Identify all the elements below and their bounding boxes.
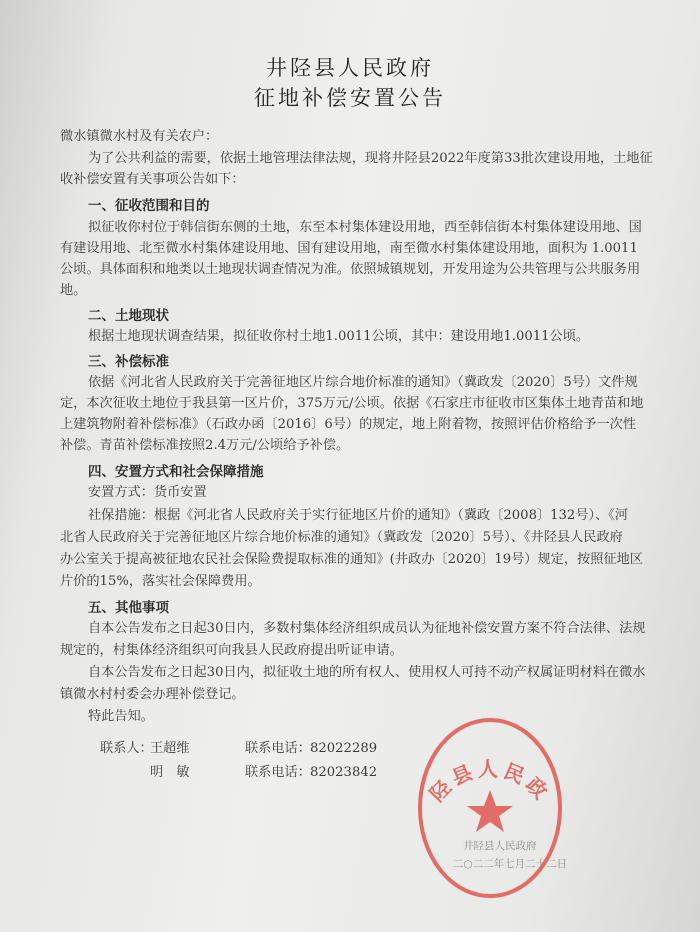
section-text-line: 补偿。青苗补偿标准按照2.4万元/公顷给予补偿。 (60, 438, 350, 453)
contact-phone: 82023842 (310, 765, 378, 780)
contact-name: 王超维 (150, 741, 190, 756)
section-text-line: 拟征收你村位于韩信街东侧的土地，东至本村集体建设用地，西至韩信街本村集体建设用地、国 (88, 220, 642, 235)
contact-phone-label: 联系电话： (245, 765, 311, 780)
section-heading-resettlement: 四、安置方式和社会保障措施 (88, 464, 264, 480)
section-text-line: 上建筑物附着补偿标准》（石政办函〔2016〕6号）的规定，地上附着物，按照评估价格给予一次性 (60, 417, 637, 432)
section-text-line: 安置方式：货币安置 (88, 485, 207, 500)
contact-phone: 82022289 (310, 741, 378, 756)
svg-text:井陉县人民政府 (415, 690, 555, 806)
contact-label: 联系人： (100, 741, 153, 756)
seal-issuer: 井陉县人民政府 (463, 840, 537, 852)
section-heading-scope: 一、征收范围和目的 (88, 198, 210, 214)
section-text-line: 地。 (60, 283, 87, 298)
section-text-line: 定，本次征收土地位于我县第一区片价，375万元/公顷。依据《石家庄市征收市区集体土地青苗和地 (60, 396, 644, 411)
section-text-line: 办公室关于提高被征地农民社会保险费提取标准的通知》(井政办〔2020〕19号）规定，按照征地区 (60, 552, 643, 567)
section-heading-other: 五、其他事项 (88, 600, 169, 616)
seal-arc-text: 陉县人民政 (424, 757, 556, 807)
seal-date: 二○二二年七月二十二日 (453, 858, 568, 870)
section-text-line: 依据《河北省人民政府关于完善征地区片综合地价标准的通知》（冀政发〔2020〕5号）文件规 (88, 375, 638, 390)
section-text-line: 自本公告发布之日起30日内，多数村集体经济组织成员认为征地补偿安置方案不符合法律、法规 (88, 621, 646, 636)
intro-line: 收补偿安置有关事项公告如下： (60, 172, 245, 187)
section-text-line: 北省人民政府关于完善征地区片综合地价标准的通知》（冀政发〔2020〕5号）、《井陉县人民政府 (60, 530, 623, 545)
section-text-line: 片价的15%，落实社会保障费用。 (60, 574, 261, 589)
section-heading-compensation: 三、补偿标准 (88, 354, 169, 370)
closing-remark: 特此告知。 (88, 709, 154, 724)
section-text-line: 根据土地现状调查结果，拟征收你村土地1.0011公顷，其中：建设用地1.0011公顷。 (88, 329, 590, 344)
title-issuer: 井陉县人民政府 (266, 56, 434, 80)
contact-phone-label: 联系电话： (245, 741, 311, 756)
intro-line: 为了公共利益的需要，依据土地管理法律法规，现将井陉县2022年度第33批次建设用地，土地征 (88, 151, 653, 166)
contact-name: 明 敏 (150, 765, 190, 780)
section-text-line: 规定的，村集体经济组织可向我县人民政府提出听证申请。 (60, 643, 403, 658)
section-text-line: 公顷。具体面积和地类以土地现状调查情况为准。依照城镇规划，开发用途为公共管理与公共服务用 (60, 262, 641, 277)
section-heading-land-status: 二、土地现状 (88, 308, 169, 324)
section-text-line: 镇微水村村委会办理补偿登记。 (60, 687, 245, 702)
title-subject: 征地补偿安置公告 (254, 86, 446, 110)
section-text-line: 社保措施：根据《河北省人民政府关于实行征地区片价的通知》（冀政〔2008〕132号）、《河 (88, 508, 629, 523)
addressee: 微水镇微水村及有关农户： (60, 129, 219, 144)
section-text-line: 有建设用地、北至微水村集体建设用地、国有建设用地，南至微水村集体建设用地，面积为 1.0011 (60, 241, 638, 256)
section-text-line: 自本公告发布之日起30日内，拟征收土地的所有权人、使用权人可持不动产权属证明材料在微水 (88, 665, 646, 680)
